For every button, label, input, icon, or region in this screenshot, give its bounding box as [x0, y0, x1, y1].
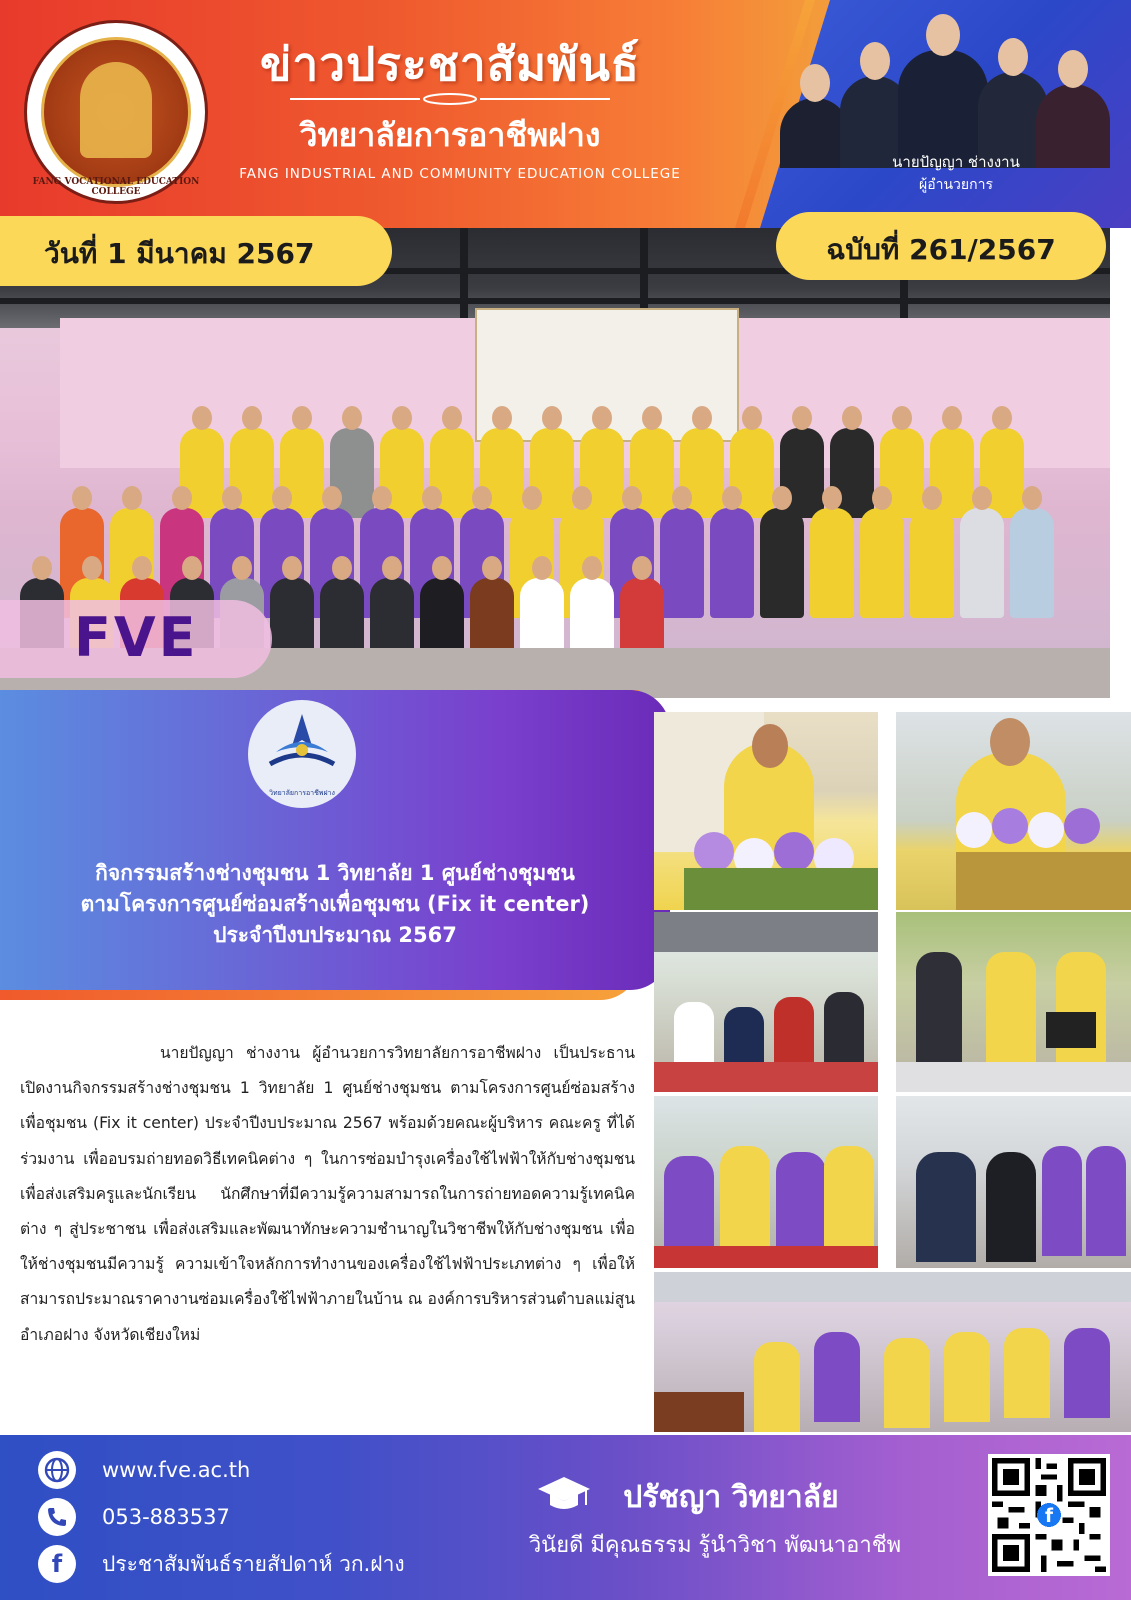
activity-title-line2: ตามโครงการศูนย์ซ่อมสร้างเพื่อชุมชน (Fix it center)	[80, 892, 590, 916]
philosophy-title: ปรัชญา วิทยาลัย	[623, 1480, 839, 1515]
website-link[interactable]	[38, 1451, 250, 1489]
page-title: ข่าวประชาสัมพันธ์	[259, 37, 640, 91]
photo-demonstration	[896, 912, 1131, 1092]
college-logo-icon	[266, 712, 338, 774]
ornament-divider	[290, 92, 610, 106]
facebook-text: ประชาสัมพันธ์รายสัปดาห์ วก.ฝาง	[102, 1551, 405, 1576]
photo-audience-2	[654, 1096, 878, 1268]
facebook-icon: f	[38, 1545, 76, 1583]
phone-link[interactable]	[38, 1498, 230, 1536]
phone-icon	[38, 1498, 76, 1536]
executives-photo	[780, 18, 1110, 168]
issue-number: ฉบับที่ 261/2567	[826, 233, 1056, 266]
director-name: นายปัญญา ช่างงาน	[892, 153, 1020, 171]
article-body	[20, 1036, 635, 1353]
activity-title	[20, 858, 650, 951]
photo-audience-wide	[654, 1272, 1131, 1432]
website-text: www.fve.ac.th	[102, 1458, 251, 1482]
college-english-name: FANG INDUSTRIAL AND COMMUNITY EDUCATION COLLEGE	[239, 166, 681, 182]
issue-date: วันที่ 1 มีนาคม 2567	[44, 237, 315, 270]
activity-title-line1: กิจกรรมสร้างช่างชุมชน 1 วิทยาลัย 1 ศูนย์ช่างชุมชน	[95, 861, 575, 885]
photo-audience-1	[654, 912, 878, 1092]
seal-text: FANG VOCATIONAL EDUCATION COLLEGE	[32, 177, 200, 197]
svg-text:f: f	[1044, 1506, 1054, 1528]
globe-icon	[38, 1451, 76, 1489]
director-title: ผู้อำนวยการ	[919, 177, 993, 193]
photo-audience-3	[896, 1096, 1131, 1268]
phone-text: 053-883537	[102, 1505, 230, 1529]
photo-speaker-2	[896, 712, 1131, 910]
seal-inner	[41, 37, 191, 187]
activity-title-line3: ประจำปีงบประมาณ 2567	[213, 923, 457, 947]
qr-code[interactable]	[988, 1454, 1110, 1576]
seal-emblem-icon	[80, 62, 152, 158]
fve-tag-text: FVE	[74, 606, 199, 669]
facebook-link[interactable]	[38, 1545, 405, 1583]
photo-speaker-1	[654, 712, 878, 910]
page-subtitle: วิทยาลัยการอาชีพฝาง	[299, 116, 601, 154]
philosophy-text: วินัยดี มีคุณธรรม รู้นำวิชา พัฒนาอาชีพ	[528, 1533, 902, 1558]
logo-label: วิทยาลัยการอาชีพฝาง	[269, 789, 335, 797]
article-body-text: นายปัญญา ช่างงาน ผู้อำนวยการวิทยาลัยการอาชีพฝาง เป็นประธานเปิดงานกิจกรรมสร้างช่างชุมชน 1 วิทยาลัย 1 ศูนย์ช่างชุมชน ตามโครงการศูนย์ซ่อมสร้างเพื่อชุมชน (Fix it center) ประจำปีงบประมาณ 2567 พร้อมด้วยคณะผู้บริหาร คณะครู ที่ได้ร่วมงาน เพื่ออบรมถ่ายทอดวิธีเทคนิคต่าง ๆ ในการซ่อมบำรุงเครื่องใช้ไฟฟ้าให้กับช่างชุมชน เพื่อส่งเสริมครูและนักเรียน นักศึกษาที่มีความรู้ความสามารถในการถ่ายทอดความรู้เทคนิคต่าง ๆ สู่ประชาชน เพื่อส่งเสริมและพัฒนาทักษะความชำนาญในวิชาชีพให้กับช่างชุมชน เพื่อให้ช่างชุมชนมีความรู้ ความเข้าใจหลักการทำงานของเครื่องใช้ไฟฟ้าประเภทต่าง ๆ เพื่อให้สามารถประมาณราคางานซ่อมเครื่องใช้ไฟฟ้าภายในบ้าน ณ องค์การบริหารส่วนตำบลแม่สูน อำเภอฝาง จังหวัดเชียงใหม่	[20, 1044, 635, 1344]
